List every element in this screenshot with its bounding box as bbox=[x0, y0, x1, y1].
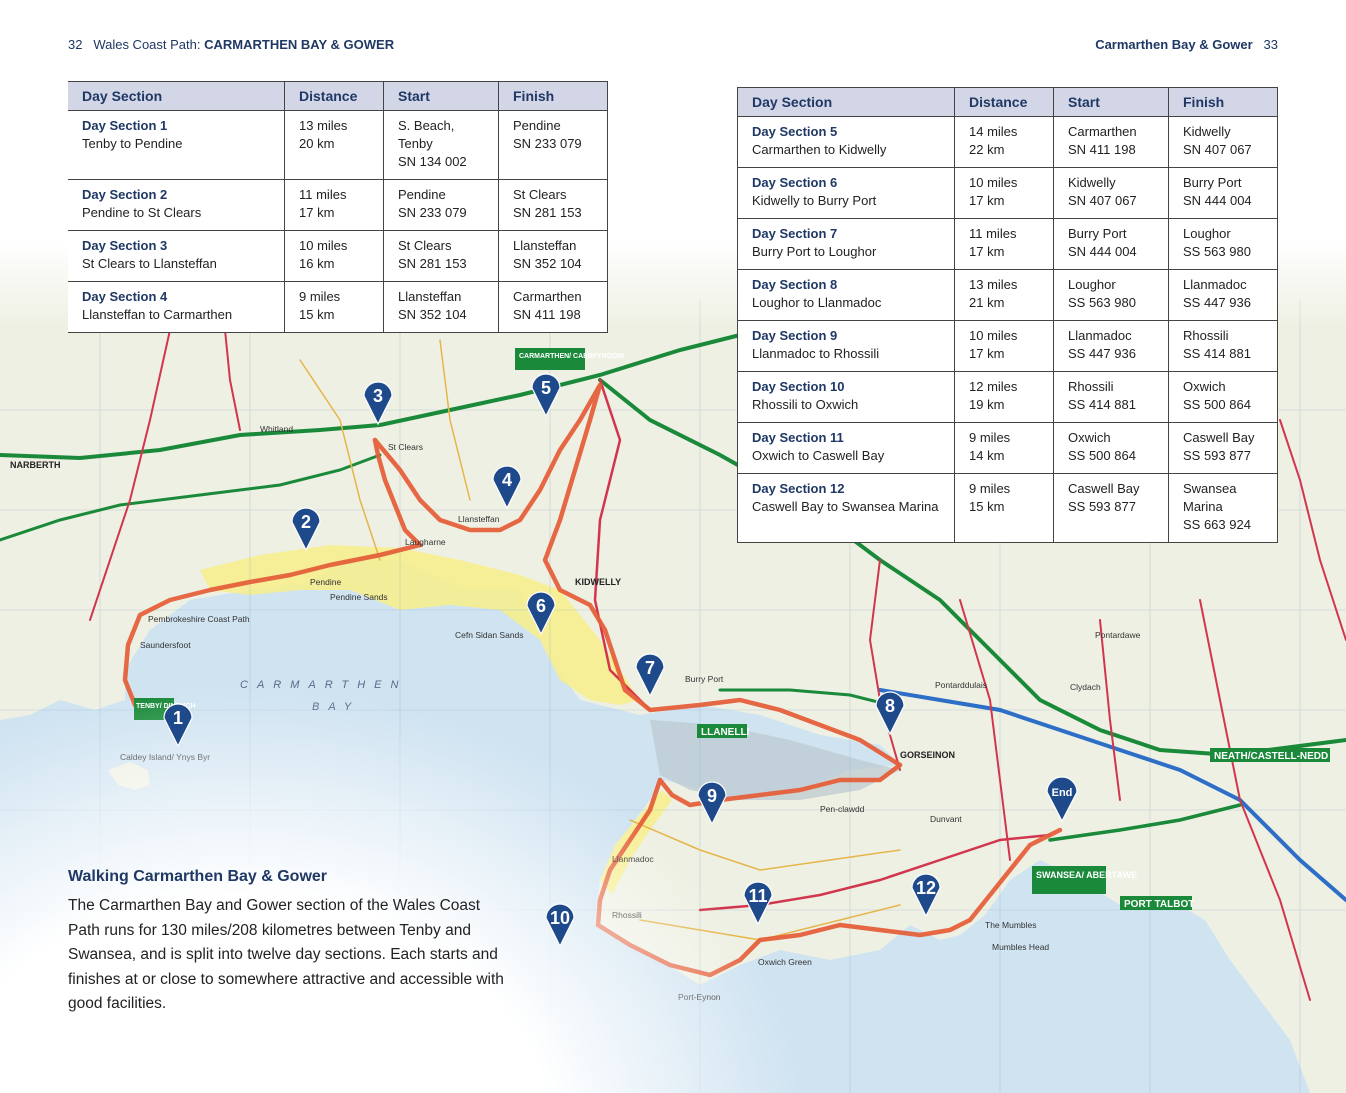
section-route: Carmarthen to Kidwelly bbox=[752, 142, 887, 157]
section-start-ref: SS 500 864 bbox=[1068, 448, 1136, 463]
cell-start bbox=[1054, 117, 1169, 168]
marker-label: 11 bbox=[748, 886, 768, 906]
section-route: Burry Port to Loughor bbox=[752, 244, 877, 259]
cell-finish bbox=[499, 282, 608, 333]
section-start-name: Llanmadoc bbox=[1068, 328, 1132, 343]
section-start-name: S. Beach, Tenby bbox=[398, 118, 455, 151]
col-distance: Distance bbox=[955, 88, 1054, 117]
section-finish-name: Kidwelly bbox=[1183, 124, 1231, 139]
section-km: 17 km bbox=[969, 346, 1005, 361]
page-number-left: 32 bbox=[68, 37, 83, 52]
cell-distance bbox=[285, 180, 384, 231]
cell-start bbox=[1054, 270, 1169, 321]
cell-day-section bbox=[68, 231, 285, 282]
section-miles: 9 miles bbox=[969, 481, 1011, 496]
header-prefix: Wales Coast Path: bbox=[93, 37, 201, 52]
section-route: Loughor to Llanmadoc bbox=[752, 295, 882, 310]
section-start-name: Llansteffan bbox=[398, 289, 462, 304]
section-miles: 11 miles bbox=[969, 226, 1017, 241]
table-row bbox=[738, 423, 1278, 474]
section-km: 21 km bbox=[969, 295, 1005, 310]
section-start-ref: SN 352 104 bbox=[398, 307, 467, 322]
section-start-ref: SS 447 936 bbox=[1068, 346, 1136, 361]
section-route: Llansteffan to Carmarthen bbox=[82, 307, 233, 322]
section-miles: 9 miles bbox=[969, 430, 1011, 445]
section-route: St Clears to Llansteffan bbox=[82, 256, 217, 271]
header-title-left: CARMARTHEN BAY & GOWER bbox=[204, 37, 395, 52]
section-km: 17 km bbox=[969, 244, 1005, 259]
section-route: Oxwich to Caswell Bay bbox=[752, 448, 885, 463]
table-row bbox=[68, 231, 608, 282]
section-finish-name: Llanmadoc bbox=[1183, 277, 1247, 292]
cell-distance bbox=[955, 423, 1054, 474]
section-title: Day Section 2 bbox=[82, 187, 168, 202]
section-finish-ref: SN 411 198 bbox=[513, 307, 581, 322]
marker-label: 7 bbox=[644, 658, 656, 678]
section-km: 15 km bbox=[969, 499, 1005, 514]
marker-label: 2 bbox=[300, 512, 312, 532]
section-km: 19 km bbox=[969, 397, 1005, 412]
table-row bbox=[738, 168, 1278, 219]
section-miles: 10 miles bbox=[299, 238, 348, 253]
section-finish-ref: SS 500 864 bbox=[1183, 397, 1251, 412]
section-start-ref: SN 233 079 bbox=[398, 205, 467, 220]
marker-label: 5 bbox=[540, 378, 552, 398]
section-finish-ref: SS 663 924 bbox=[1183, 517, 1251, 532]
cell-distance bbox=[955, 168, 1054, 219]
section-finish-ref: SS 563 980 bbox=[1183, 244, 1251, 259]
section-title: Day Section 1 bbox=[82, 118, 168, 133]
cell-day-section bbox=[68, 180, 285, 231]
cell-finish bbox=[499, 111, 608, 180]
col-distance: Distance bbox=[285, 82, 384, 111]
section-finish-name: Oxwich bbox=[1183, 379, 1226, 394]
section-start-name: Carmarthen bbox=[1068, 124, 1137, 139]
section-start-name: Oxwich bbox=[1068, 430, 1111, 445]
section-route: Pendine to St Clears bbox=[82, 205, 202, 220]
section-km: 22 km bbox=[969, 142, 1005, 157]
cell-finish bbox=[1169, 372, 1278, 423]
table-row bbox=[738, 474, 1278, 543]
marker-label: 8 bbox=[884, 696, 896, 716]
section-start-name: Rhossili bbox=[1068, 379, 1114, 394]
section-finish-ref: SN 352 104 bbox=[513, 256, 582, 271]
walking-title: Walking Carmarthen Bay & Gower bbox=[68, 868, 328, 885]
cell-distance bbox=[955, 117, 1054, 168]
cell-start bbox=[384, 282, 499, 333]
day-sections-table-right bbox=[737, 87, 1278, 543]
marker-label: 1 bbox=[172, 708, 184, 728]
cell-day-section bbox=[738, 474, 955, 543]
section-title: Day Section 9 bbox=[752, 328, 838, 343]
cell-day-section bbox=[738, 423, 955, 474]
table-row bbox=[738, 219, 1278, 270]
cell-start bbox=[1054, 423, 1169, 474]
section-finish-ref: SN 281 153 bbox=[513, 205, 582, 220]
section-finish-name: Caswell Bay bbox=[1183, 430, 1255, 445]
cell-day-section bbox=[738, 117, 955, 168]
section-title: Day Section 8 bbox=[752, 277, 838, 292]
marker-label: 12 bbox=[915, 878, 937, 898]
section-finish-name: Llansteffan bbox=[513, 238, 577, 253]
section-miles: 11 miles bbox=[299, 187, 347, 202]
cell-finish bbox=[499, 231, 608, 282]
cell-finish bbox=[1169, 168, 1278, 219]
cell-distance bbox=[285, 282, 384, 333]
cell-finish bbox=[1169, 270, 1278, 321]
section-miles: 10 miles bbox=[969, 328, 1018, 343]
section-finish-ref: SS 414 881 bbox=[1183, 346, 1251, 361]
walking-text: The Carmarthen Bay and Gower section of the Wales Coast Path runs for 130 miles/208 kilometres between Tenby and Swansea, and is split into twelve day sections. Each starts and finishes at or close to somewhere attractive and accessible with good facilities. bbox=[68, 897, 504, 1012]
section-finish-ref: SN 444 004 bbox=[1183, 193, 1252, 208]
col-finish: Finish bbox=[1169, 88, 1278, 117]
section-route: Tenby to Pendine bbox=[82, 136, 183, 151]
cell-day-section bbox=[738, 321, 955, 372]
section-start-name: Burry Port bbox=[1068, 226, 1127, 241]
section-route: Kidwelly to Burry Port bbox=[752, 193, 877, 208]
section-finish-name: Loughor bbox=[1183, 226, 1231, 241]
cell-start bbox=[384, 111, 499, 180]
cell-day-section bbox=[68, 111, 285, 180]
cell-finish bbox=[1169, 423, 1278, 474]
section-title: Day Section 6 bbox=[752, 175, 838, 190]
cell-finish bbox=[1169, 474, 1278, 543]
cell-start bbox=[1054, 372, 1169, 423]
section-miles: 12 miles bbox=[969, 379, 1018, 394]
header-title-right: Carmarthen Bay & Gower bbox=[1095, 37, 1253, 52]
page-number-right: 33 bbox=[1263, 37, 1278, 52]
marker-label: 9 bbox=[706, 786, 718, 806]
cell-distance bbox=[955, 474, 1054, 543]
section-finish-name: Rhossili bbox=[1183, 328, 1229, 343]
col-start: Start bbox=[384, 82, 499, 111]
section-title: Day Section 3 bbox=[82, 238, 168, 253]
table-row bbox=[68, 180, 608, 231]
section-route: Rhossili to Oxwich bbox=[752, 397, 859, 412]
marker-label: 3 bbox=[372, 386, 384, 406]
section-start-ref: SN 407 067 bbox=[1068, 193, 1137, 208]
section-start-ref: SN 444 004 bbox=[1068, 244, 1137, 259]
cell-distance bbox=[955, 372, 1054, 423]
cell-day-section bbox=[738, 372, 955, 423]
page-header-right bbox=[1095, 37, 1278, 52]
marker-label: 4 bbox=[501, 470, 513, 490]
cell-day-section bbox=[738, 270, 955, 321]
section-finish-name: St Clears bbox=[513, 187, 567, 202]
section-km: 14 km bbox=[969, 448, 1005, 463]
section-finish-ref: SS 447 936 bbox=[1183, 295, 1251, 310]
section-finish-ref: SN 407 067 bbox=[1183, 142, 1252, 157]
cell-finish bbox=[1169, 321, 1278, 372]
section-start-ref: SS 593 877 bbox=[1068, 499, 1136, 514]
section-title: Day Section 10 bbox=[752, 379, 845, 394]
table-row bbox=[68, 111, 608, 180]
section-start-name: Pendine bbox=[398, 187, 446, 202]
col-day-section: Day Section bbox=[738, 88, 955, 117]
table-row bbox=[68, 282, 608, 333]
section-start-ref: SS 563 980 bbox=[1068, 295, 1136, 310]
section-miles: 13 miles bbox=[969, 277, 1018, 292]
section-title: Day Section 12 bbox=[752, 481, 845, 496]
cell-day-section bbox=[68, 282, 285, 333]
section-miles: 9 miles bbox=[299, 289, 341, 304]
cell-finish bbox=[499, 180, 608, 231]
cell-start bbox=[1054, 474, 1169, 543]
cell-distance bbox=[955, 219, 1054, 270]
section-finish-name: Swansea Marina bbox=[1183, 481, 1237, 514]
section-miles: 13 miles bbox=[299, 118, 348, 133]
cell-start bbox=[384, 180, 499, 231]
section-start-ref: SN 411 198 bbox=[1068, 142, 1136, 157]
table-row bbox=[738, 117, 1278, 168]
cell-start bbox=[1054, 219, 1169, 270]
section-start-name: Caswell Bay bbox=[1068, 481, 1140, 496]
table-row bbox=[738, 270, 1278, 321]
cell-distance bbox=[955, 270, 1054, 321]
section-start-ref: SN 281 153 bbox=[398, 256, 467, 271]
section-miles: 10 miles bbox=[969, 175, 1018, 190]
cell-start bbox=[1054, 168, 1169, 219]
cell-day-section bbox=[738, 168, 955, 219]
section-start-ref: SN 134 002 bbox=[398, 154, 467, 169]
section-route: Llanmadoc to Rhossili bbox=[752, 346, 880, 361]
day-sections-table-left bbox=[68, 81, 608, 333]
section-title: Day Section 11 bbox=[752, 430, 844, 445]
cell-distance bbox=[955, 321, 1054, 372]
section-title: Day Section 5 bbox=[752, 124, 838, 139]
section-km: 15 km bbox=[299, 307, 335, 322]
section-start-name: St Clears bbox=[398, 238, 452, 253]
marker-label: 10 bbox=[549, 908, 571, 928]
col-start: Start bbox=[1054, 88, 1169, 117]
section-start-ref: SS 414 881 bbox=[1068, 397, 1136, 412]
section-finish-name: Pendine bbox=[513, 118, 561, 133]
col-finish: Finish bbox=[499, 82, 608, 111]
cell-distance bbox=[285, 111, 384, 180]
page-header-left bbox=[68, 37, 394, 52]
section-finish-name: Carmarthen bbox=[513, 289, 582, 304]
section-title: Day Section 7 bbox=[752, 226, 838, 241]
section-finish-ref: SS 593 877 bbox=[1183, 448, 1251, 463]
cell-finish bbox=[1169, 219, 1278, 270]
section-km: 17 km bbox=[969, 193, 1005, 208]
table-row bbox=[738, 372, 1278, 423]
section-title: Day Section 4 bbox=[82, 289, 168, 304]
section-km: 16 km bbox=[299, 256, 335, 271]
cell-finish bbox=[1169, 117, 1278, 168]
marker-label: End bbox=[1051, 787, 1073, 799]
section-route: Caswell Bay to Swansea Marina bbox=[752, 499, 939, 514]
cell-day-section bbox=[738, 219, 955, 270]
section-finish-name: Burry Port bbox=[1183, 175, 1242, 190]
section-miles: 14 miles bbox=[969, 124, 1018, 139]
col-day-section: Day Section bbox=[68, 82, 285, 111]
table-row bbox=[738, 321, 1278, 372]
section-finish-ref: SN 233 079 bbox=[513, 136, 582, 151]
cell-distance bbox=[285, 231, 384, 282]
marker-label: 6 bbox=[535, 596, 547, 616]
cell-start bbox=[1054, 321, 1169, 372]
cell-start bbox=[384, 231, 499, 282]
section-start-name: Loughor bbox=[1068, 277, 1116, 292]
walking-intro bbox=[68, 868, 508, 1017]
section-km: 17 km bbox=[299, 205, 335, 220]
section-km: 20 km bbox=[299, 136, 335, 151]
section-start-name: Kidwelly bbox=[1068, 175, 1116, 190]
